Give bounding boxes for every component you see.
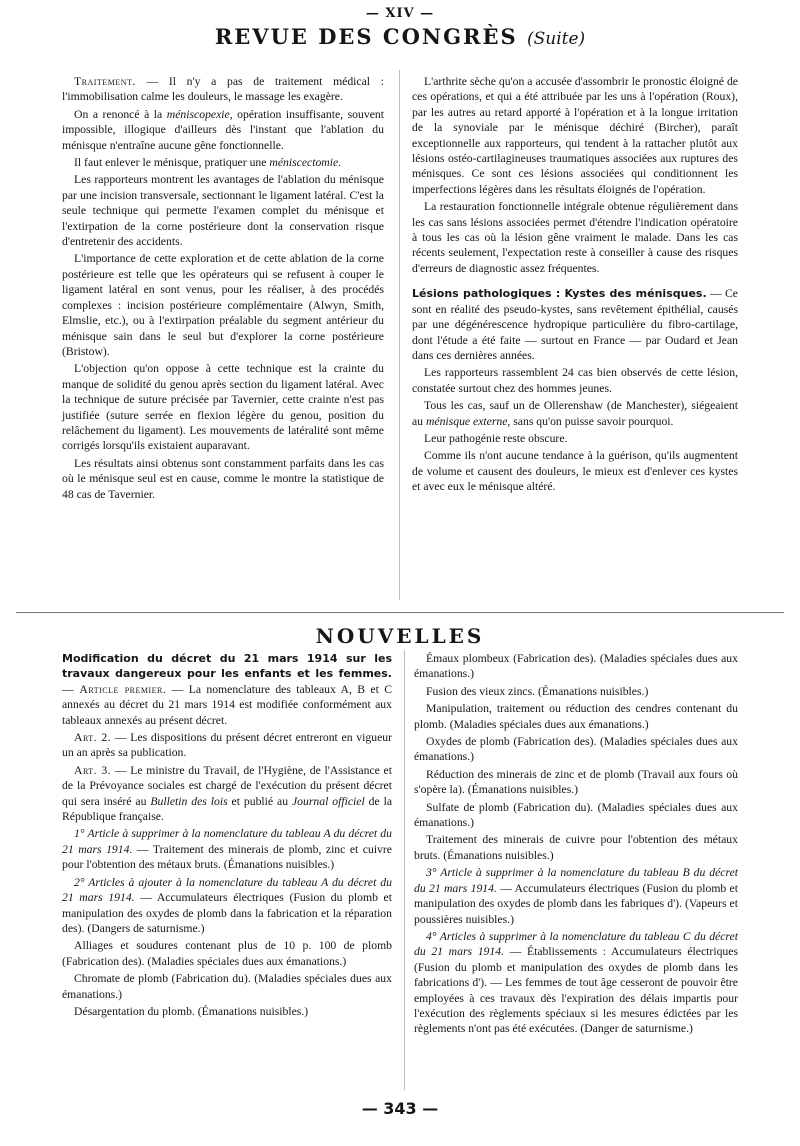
nouvelles-left-column <box>62 651 392 1021</box>
column-divider <box>399 70 400 600</box>
list-item: Désargentation du plomb. (Émanations nuisibles.) <box>74 1004 309 1018</box>
text-run: On a renoncé à la <box>74 107 167 121</box>
text-run: — Ce sont en réalité des pseudo-kystes, sans revêtement épithélial, causés par une dégénérescence hydropique particulière du fibro-cartilage, dont l'étude a été faite — surtout en France — par Oudard et Jean dans ces dernières années. <box>412 287 738 362</box>
text-run: — Les dispositions du présent décret entreront en vigueur un an après sa publication. <box>62 731 392 760</box>
section-rule <box>16 612 784 613</box>
paragraph: L'importance de cette exploration et de cette ablation de la corne postérieure est telle que les opérateurs qui se refusent à couper le ligament latéral en sont venus, pour les réaliser, à des procédés complexes : incision postérieure complémentaire (Alwyn, Smith, Elmslie, etc.), ou à l'extirpation préalable du segment antérieur du ménisque sain dans le seul but d'explorer la corne postérieure (Bristow). <box>62 252 384 358</box>
text-run: de la République française. <box>62 794 393 824</box>
numbered-heading: 3° Article à supprimer à la nomenclature du tableau B du décret du 21 mars 1914. <box>414 866 738 895</box>
page-number: — 343 — <box>361 1099 439 1118</box>
section-heading-revue <box>0 24 800 49</box>
decret-title: Modification du décret du 21 mars 1914 sur les travaux dangereux pour les enfants et les femmes. <box>62 652 392 681</box>
paragraph: Leur pathogénie reste obscure. <box>424 431 568 445</box>
paragraph: Les résultats ainsi obtenus sont constamment parfaits dans les cas où le ménisque seul est en cause, comme le montre la statistique de 48 cas de Tavernier. <box>62 456 384 501</box>
text-run: Il faut enlever le ménisque, pratiquer une <box>74 156 270 170</box>
article-label: Art. 3. <box>74 763 112 777</box>
list-item: Alliages et soudures contenant plus de 10 p. 100 de plomb (Fabrication des). (Maladies spéciales dues aux émanations.) <box>62 939 392 968</box>
text-run: — Établissements : Accumulateurs électriques (Fusion du plomb et manipulation des oxydes de plomb dans les fabrications d'). — Les femmes de tout âge cesseront de pouvoir être employées à ces travaux dès l'expiration des délais impartis pour l'exécution des règlements spéciaux si les mesures édictées par les règlements n'ont pas été exécutées. (Danger de saturnisme.) <box>414 945 738 1036</box>
paragraph: L'arthrite sèche qu'on a accusée d'assombrir le pronostic éloigné de ces opérations, et qui a été attribuée par les uns à l'opération (Roux), par les autres au retard apporté à l'opération et à la longue irritation de la synoviale par le ménisque déchiré (Bircher), paraît exceptionnelle aux rapporteurs, qui tendent à la rattacher plutôt aux lésions ostéo-cartilagineuses traumatiques associées aux ruptures des ménisques. Ce sont ces lésions associées qui conditionnent les imperfections légères dans les résultats éloignés de l'opération. <box>412 75 738 196</box>
article-label: — Article premier. <box>62 682 167 696</box>
revue-left-column <box>62 74 384 504</box>
paragraph: L'objection qu'on oppose à cette technique est la crainte du manque de solidité du genou après section du ligament latéral. Avec la technique de suture précisée par Tavernier, cette crainte n'est pas justifiée (suture serrée en flexion légère du genou, position du relâchement du ligament). Les mouvements de latéralité sont même corrigés lorsqu'ils existaient auparavant. <box>62 362 384 453</box>
text-run: — Accumulateurs électriques (Fusion du plomb et manipulation des oxydes de plomb dans les fabriques d'). (Vapeurs et poussières nuisibles.) <box>414 881 738 926</box>
italic-term: Bulletin des lois <box>150 794 228 808</box>
revue-right-column <box>412 74 738 497</box>
paragraph: La restauration fonctionnelle intégrale obtenue régulièrement dans les cas sans lésions associées permet d'étendre l'indication opératoire à tous les cas où la lésion gêne vraiment le malade. Dans les cas récents seulement, l'expectation reste à conseiller à cause des risques d'erreurs de diagnostic assez fréquentes. <box>412 200 738 275</box>
text-run: et publié au <box>227 794 292 808</box>
lesions-heading: Lésions pathologiques : Kystes des ménisques. <box>412 287 707 301</box>
text-run: . <box>338 156 342 170</box>
text-run: — La nomenclature des tableaux A, B et C annexés au décret du 21 mars 1914 est modifiée conformément aux tableaux annexés au présent décret. <box>62 682 392 727</box>
list-item: Émaux plombeux (Fabrication des). (Maladies spéciales dues aux émanations.) <box>414 652 738 681</box>
paragraph: Les rapporteurs rassemblent 24 cas bien observés de cette lésion, constatée surtout chez des hommes jeunes. <box>412 366 738 395</box>
numbered-heading: 2° Articles à ajouter à la nomenclature du tableau A du décret du 21 mars 1914. <box>62 875 392 905</box>
revue-title: REVUE DES CONGRÈS <box>214 24 518 49</box>
text-run: — Le ministre du Travail, de l'Hygiène, de l'Assistance et de la Prévoyance sociales est chargé de l'exécution du présent décret qui sera inséré au <box>62 763 392 808</box>
nouvelles-right-column <box>414 651 738 1039</box>
italic-term: méniscectomie <box>269 156 339 170</box>
list-item: Sulfate de plomb (Fabrication du). (Maladies spéciales dues aux émanations.) <box>414 800 738 830</box>
paragraph: — Il n'y a pas de traitement médical : l'immobilisation calme les douleurs, le massage les exagère. <box>62 75 384 104</box>
revue-suite: (Suite) <box>526 29 586 49</box>
paragraph: Les rapporteurs montrent les avantages de l'ablation du ménisque par une incision transversale, sectionnant le ligament latéral. C'est la seule technique qui permette l'examen complet du ménisque et l'extirpation de la corne postérieure dont la conservation risque d'entretenir des accidents. <box>62 173 384 249</box>
section-heading-nouvelles: NOUVELLES <box>315 624 485 648</box>
list-item: Fusion des vieux zincs. (Émanations nuisibles.) <box>426 684 649 698</box>
italic-term: Journal officiel <box>291 794 365 808</box>
article-label: Art. 2. <box>74 731 112 745</box>
text-run: Tous les cas, sauf un de Ollerenshaw (de Manchester), siégeaient au <box>412 399 738 428</box>
column-divider <box>404 650 405 1090</box>
list-item: Manipulation, traitement ou réduction des cendres contenant du plomb. (Maladies spéciales dues aux émanations.) <box>414 702 738 731</box>
list-item: Chromate de plomb (Fabrication du). (Maladies spéciales dues aux émanations.) <box>62 972 392 1001</box>
traitement-label: Traitement. <box>74 75 136 88</box>
numbered-heading: 1° Article à supprimer à la nomenclature du tableau A du décret du 21 mars 1914. <box>62 827 392 856</box>
paragraph: Comme ils n'ont aucune tendance à la guérison, qu'ils augmentent de volume et causent des douleurs, le mieux est d'enlever ces kystes et avec eux le ménisque altéré. <box>412 449 738 494</box>
text-run: — Traitement des minerais de plomb, zinc et cuivre pour l'obtention des métaux bruts. (Émanations nuisibles.) <box>62 842 392 872</box>
italic-term: ménisque externe <box>425 414 508 428</box>
list-item: Traitement des minerais de cuivre pour l'obtention des métaux bruts. (Émanations nuisibles.) <box>414 833 738 862</box>
list-item: Oxydes de plomb (Fabrication des). (Maladies spéciales dues aux émanations.) <box>414 735 738 764</box>
text-run: , opération insuffisante, souvent impossible, illogique d'ailleurs dès l'instant que l'ablation du ménisque n'entraîne aucune gêne fonctionnelle. <box>62 107 384 152</box>
list-item: Réduction des minerais de zinc et de plomb (Travail aux fours où s'opère la). (Émanations nuisibles.) <box>414 767 738 797</box>
numbered-heading: 4° Articles à supprimer à la nomenclature du tableau C du décret du 21 mars 1914. <box>414 929 738 959</box>
page-folio-top: — XIV — <box>365 6 435 21</box>
text-run: — Accumulateurs électriques (Fusion du plomb et manipulation des oxydes de plomb dans la fabrication et la réparation des). (Dangers de saturnisme.) <box>62 891 392 935</box>
italic-term: méniscopexie <box>166 107 230 121</box>
text-run: , sans qu'on puisse savoir pourquoi. <box>507 414 674 428</box>
